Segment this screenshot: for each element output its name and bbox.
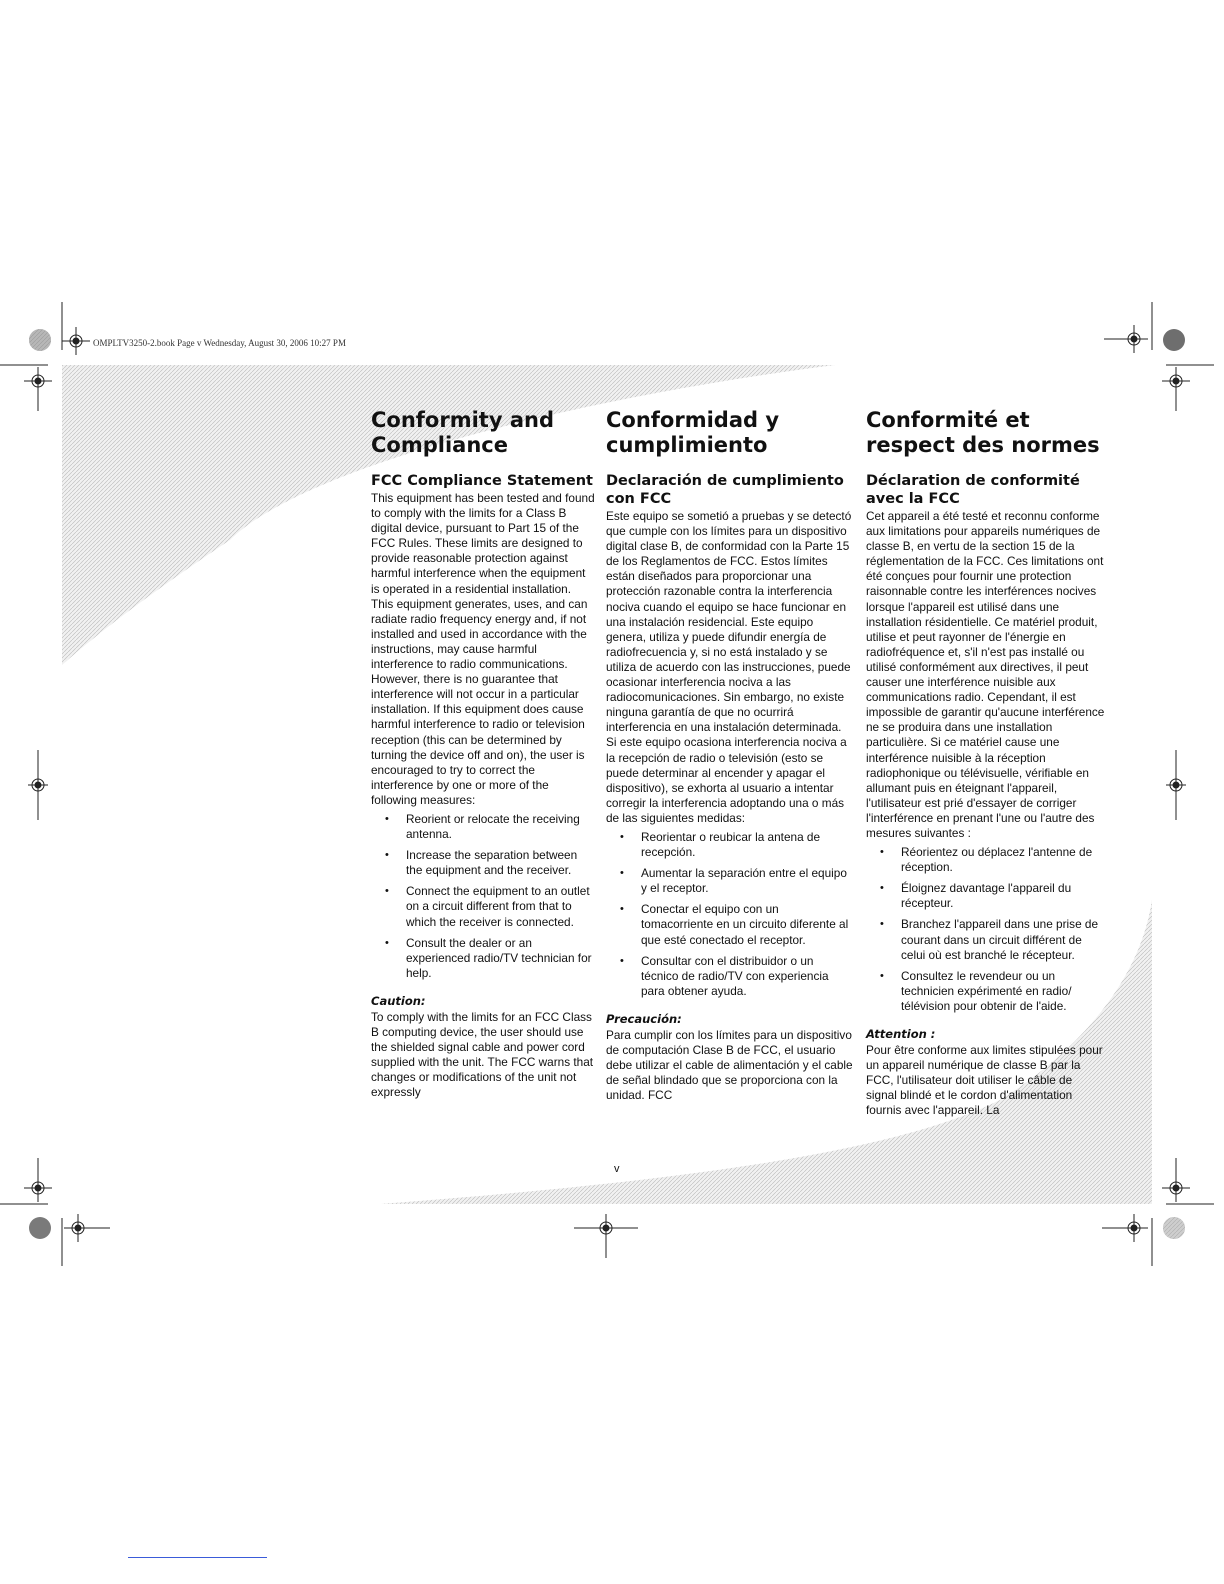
body-paragraph: Este equipo se sometió a pruebas y se detectó que cumple con los límites para un dispositivo digital clase B, de conformidad con la Parte 15 de los Reglamentos de FCC. Estos límites están diseñados para proporcionar una protección razonable contra la interferencia nociva cuando el equipo se hace funcionar en una instalación residencial. Este equipo genera, utiliza y puede difundir energía de radiofrecuencia y, si no está instalado y se utiliza de acuerdo con las instrucciones, puede ocasionar interferencia nociva a las radiocomunicaciones. Sin embargo, no existe ninguna garantía de que no ocurrirá interferencia en una instalación determinada. Si este equipo ocasiona interferencia nociva a la recepción de radio o televisión (esto se puede determinar al encender y apagar el dispositivo), se exhorta al usuario a intentar corregir la interferencia adoptando una o más de las siguientes medidas: (606, 509, 852, 825)
bullet-icon: • (880, 882, 884, 895)
bullet-icon: • (620, 830, 624, 843)
list-item-text: Connect the equipment to an outlet on a circuit different from that to which the receiver is connected. (406, 884, 590, 929)
measures-list (866, 845, 1106, 1014)
body-paragraph: This equipment has been tested and found to comply with the limits for a Class B digital device, pursuant to Part 15 of the FCC Rules. These limits are designed to provide reasonable protection against harmful interference when the equipment is operated in a residential installation. This equipment generates, uses, and can radiate radio frequency energy and, if not installed and used in accordance with the instructions, may cause harmful interference to radio communications. However, there is no guarantee that interference will not occur in a particular installation. If this equipment does cause harmful interference to radio or television reception (this can be determined by turning the device off and on), the user is encouraged to try to correct the interference by one or more of the following measures: (371, 491, 595, 807)
bullet-icon: • (880, 846, 884, 859)
list-item-text: Branchez l'appareil dans une prise de courant dans un circuit différent de celui où est branché le récepteur. (901, 917, 1099, 962)
list-item (371, 884, 595, 929)
list-item-text: Reorientar o reubicar la antena de recepción. (641, 829, 821, 860)
list-item (606, 902, 854, 947)
bullet-icon: • (880, 969, 884, 982)
list-item-text: Consultez le revendeur ou un technicien expérimenté en radio/ télévision pour obtenir de l'aide. (901, 968, 1072, 1013)
column-french (866, 408, 1106, 1118)
list-item (606, 830, 854, 860)
bullet-icon: • (385, 849, 389, 862)
column-english (371, 408, 595, 1100)
caution-paragraph: To comply with the limits for an FCC Class B computing device, the user should use the shielded signal cable and power cord supplied with the unit. The FCC warns that changes or modifications of the unit not expressly (371, 1009, 594, 1100)
list-item-text: Aumentar la separación entre el equipo y el receptor. (641, 866, 847, 896)
list-item (606, 954, 854, 999)
bullet-icon: • (385, 812, 389, 825)
list-item-text: Consult the dealer or an experienced radio/TV technician for help. (406, 935, 592, 980)
list-item (866, 917, 1106, 962)
list-item (866, 845, 1106, 875)
section-heading: Déclaration de conformité avec la FCC (866, 473, 1080, 507)
list-item-text: Reorient or relocate the receiving antenna. (406, 811, 580, 842)
section-title: Conformidad y cumplimiento (606, 408, 780, 457)
bullet-icon: • (620, 903, 624, 916)
section-title: Conformité et respect des normes (866, 408, 1100, 457)
caution-label: Precaución: (606, 1011, 682, 1026)
section-heading: FCC Compliance Statement (371, 473, 593, 489)
measures-list (606, 830, 854, 999)
bullet-icon: • (385, 936, 389, 949)
section-title: Conformity and Compliance (371, 408, 554, 457)
caution-paragraph: Pour être conforme aux limites stipulées pour un appareil numérique de classe B par la FCC, l'utilisateur doit utiliser le câble de signal blindé et le cordon d'alimentation fournis avec l'appareil. La (866, 1043, 1103, 1118)
caution-paragraph: Para cumplir con los límites para un dispositivo de computación Clase B de FCC, el usuario debe utilizar el cable de alimentación y el cable de señal blindado que se proporciona con la unidad. FCC (606, 1027, 853, 1103)
list-item (371, 848, 595, 878)
list-item (371, 812, 595, 842)
link-underline (128, 1557, 267, 1558)
caution-label: Attention : (866, 1027, 936, 1041)
bullet-icon: • (385, 885, 389, 898)
column-spanish (606, 408, 854, 1103)
list-item-text: Éloignez davantage l'appareil du récepteur. (901, 881, 1072, 911)
bullet-icon: • (620, 954, 624, 967)
list-item (866, 881, 1106, 911)
caution-label: Caution: (371, 993, 426, 1008)
bullet-icon: • (620, 867, 624, 880)
measures-list (371, 812, 595, 981)
list-item (371, 936, 595, 981)
list-item (866, 969, 1106, 1014)
body-paragraph: Cet appareil a été testé et reconnu conforme aux limitations pour appareils numériques de classe B, en vertu de la section 15 de la réglementation de la FCC. Ces limitations ont été conçues pour fournir une protection raisonnable contre les interférences nocives lorsque l'appareil est utilisé dans une installation résidentielle. Ce matériel produit, utilise et peut rayonner de l'énergie en radiofréquence et, s'il n'est pas installé ou utilisé conformément aux directives, il peut causer une interférence nuisible aux communications radio. Cependant, il est impossible de garantir qu'aucune interférence ne se produira dans une installation particulière. Si ce matériel cause une interférence nuisible à la réception radiophonique ou télévisuelle, vérifiable en allumant puis en éteignant l'appareil, l'utilisateur est prié d'essayer de corriger l'interférence en prenant l'une ou l'autre des mesures suivantes : (866, 509, 1105, 840)
list-item (606, 866, 854, 896)
page-number: v (614, 1163, 620, 1175)
list-item-text: Réorientez ou déplacez l'antenne de réception. (901, 845, 1093, 875)
section-heading: Declaración de cumplimiento con FCC (606, 473, 844, 507)
list-item-text: Increase the separation between the equipment and the receiver. (406, 848, 578, 878)
print-slug: OMPLTV3250-2.book Page v Wednesday, August 30, 2006 10:27 PM (93, 338, 346, 348)
bullet-icon: • (880, 918, 884, 931)
list-item-text: Conectar el equipo con un tomacorriente en un circuito diferente al que esté conectado el receptor. (641, 902, 849, 947)
list-item-text: Consultar con el distribuidor o un técnico de radio/TV con experiencia para obtener ayuda. (641, 953, 829, 998)
